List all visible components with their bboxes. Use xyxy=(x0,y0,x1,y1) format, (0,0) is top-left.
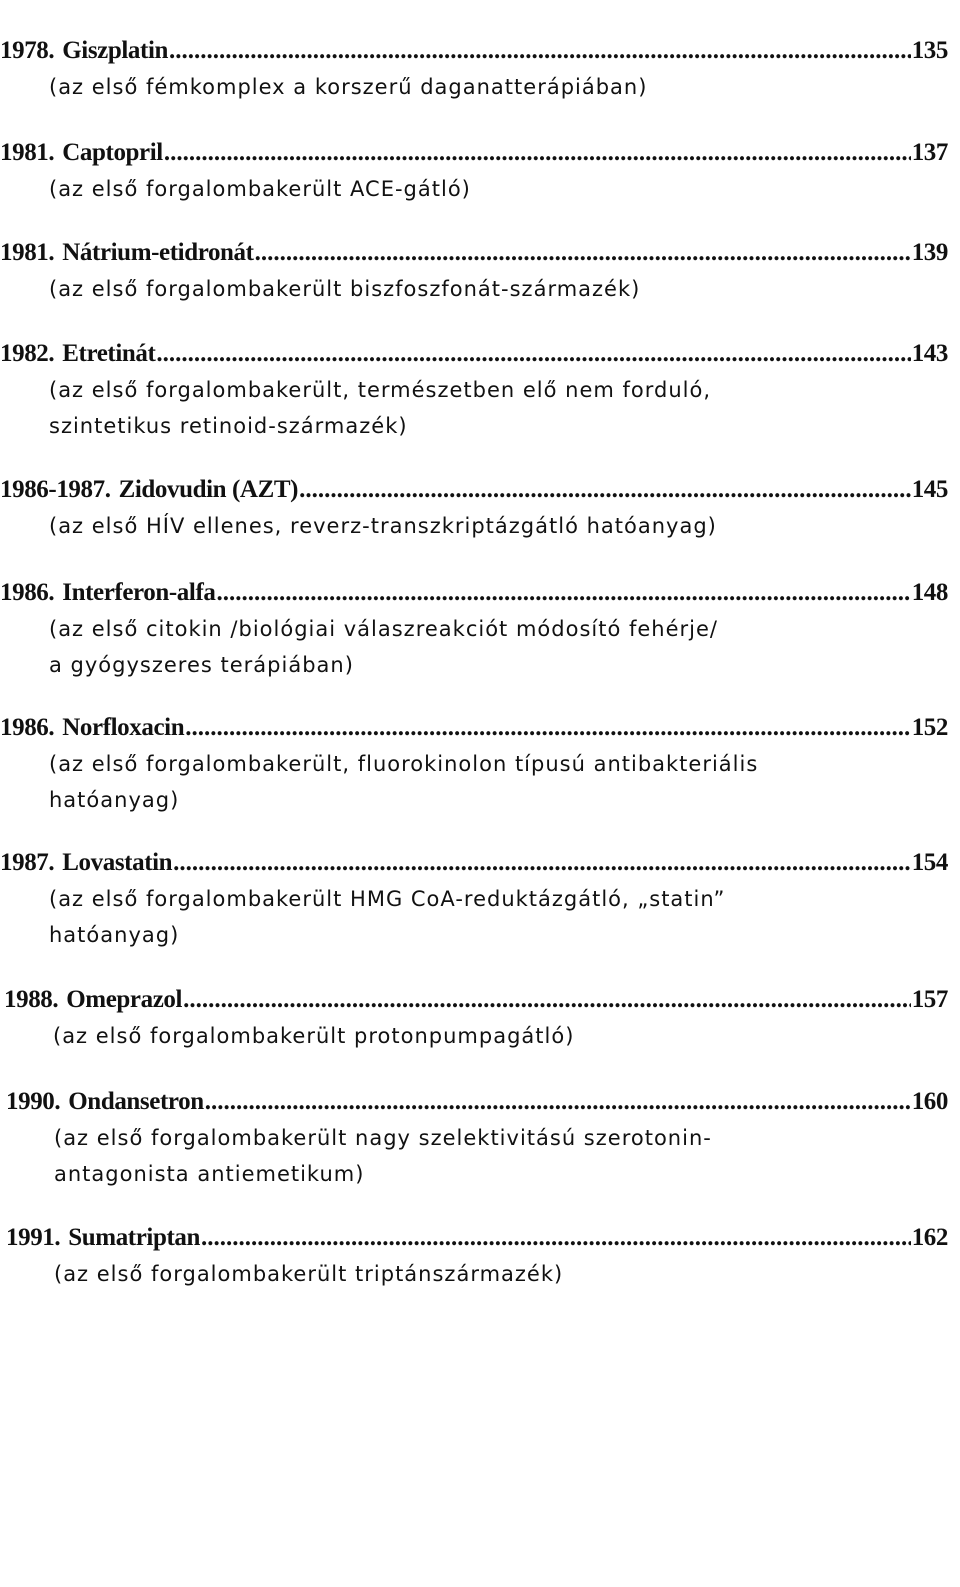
entry-title: Zidovudin (AZT) xyxy=(118,476,299,503)
entry-title: Etretinát xyxy=(62,340,156,367)
dot-leader xyxy=(216,578,910,608)
toc-entry-heading xyxy=(4,985,948,1015)
entry-page-number: 143 xyxy=(911,340,948,367)
dot-leader xyxy=(185,713,910,743)
toc-entry xyxy=(0,238,948,307)
entry-page-number: 152 xyxy=(911,714,948,741)
entry-description xyxy=(49,372,948,444)
entry-title: Sumatriptan xyxy=(68,1224,200,1251)
dot-leader xyxy=(255,238,911,268)
entry-page-number: 162 xyxy=(911,1224,948,1251)
entry-description xyxy=(49,881,948,953)
toc-entry xyxy=(0,475,948,544)
entry-description-line: (az első forgalombakerült biszfoszfonát-származék) xyxy=(49,277,641,301)
dot-leader xyxy=(169,36,911,66)
entry-description-line: (az első forgalombakerült, fluorokinolon típusú antibakteriális xyxy=(49,752,759,776)
entry-description xyxy=(49,611,948,683)
entry-description-line: (az első forgalombakerült protonpumpagátló) xyxy=(53,1024,575,1048)
entry-title: Interferon-alfa xyxy=(62,579,216,606)
entry-year: 1987. xyxy=(0,849,55,876)
toc-entry xyxy=(0,339,948,444)
entry-title: Ondansetron xyxy=(68,1088,204,1115)
toc-entry-heading xyxy=(0,339,948,369)
entry-description-line: (az első forgalombakerült triptánszármazék) xyxy=(54,1262,564,1286)
entry-page-number: 139 xyxy=(911,239,948,266)
dot-leader xyxy=(205,1087,911,1117)
toc-entry xyxy=(0,848,948,953)
toc-entry xyxy=(0,713,948,818)
entry-year: 1990. xyxy=(6,1088,61,1115)
dot-leader xyxy=(156,339,910,369)
entry-year: 1986-1987. xyxy=(0,476,111,503)
entry-description xyxy=(49,271,948,307)
entry-year: 1986. xyxy=(0,714,55,741)
dot-leader xyxy=(164,138,911,168)
toc-entry xyxy=(0,36,948,105)
entry-description-line: hatóanyag) xyxy=(49,788,180,812)
entry-title: Nátrium-etidronát xyxy=(62,239,254,266)
entry-year: 1986. xyxy=(0,579,55,606)
entry-title: Giszplatin xyxy=(62,37,169,64)
toc-entry xyxy=(6,1087,948,1192)
entry-description-line: hatóanyag) xyxy=(49,923,180,947)
entry-page-number: 148 xyxy=(911,579,948,606)
toc-entry-heading xyxy=(0,138,948,168)
entry-year: 1981. xyxy=(0,139,55,166)
entry-page-number: 154 xyxy=(911,849,948,876)
entry-year: 1981. xyxy=(0,239,55,266)
entry-description-line: (az első HÍV ellenes, reverz-transzkriptázgátló hatóanyag) xyxy=(49,514,717,538)
entry-description-line: szintetikus retinoid-származék) xyxy=(49,414,408,438)
toc-entry-heading xyxy=(6,1223,948,1253)
toc-entry-heading xyxy=(0,475,948,505)
entry-page-number: 137 xyxy=(911,139,948,166)
entry-description-line: (az első forgalombakerült nagy szelektivitású szerotonin- xyxy=(54,1126,712,1150)
entry-description xyxy=(53,1018,948,1054)
entry-description xyxy=(54,1120,948,1192)
entry-page-number: 157 xyxy=(911,986,948,1013)
entry-year: 1988. xyxy=(4,986,59,1013)
entry-description-line: a gyógyszeres terápiában) xyxy=(49,653,354,677)
entry-title: Norfloxacin xyxy=(62,714,185,741)
toc-entry-heading xyxy=(0,848,948,878)
entry-description-line: (az első forgalombakerült, természetben elő nem forduló, xyxy=(49,378,712,402)
toc-entry-heading xyxy=(0,578,948,608)
entry-description xyxy=(49,746,948,818)
entry-page-number: 145 xyxy=(911,476,948,503)
toc-entry xyxy=(6,1223,948,1292)
toc-entry xyxy=(0,138,948,207)
entry-description-line: (az első fémkomplex a korszerű daganatterápiában) xyxy=(49,75,648,99)
entry-description-line: (az első forgalombakerült HMG CoA-reduktázgátló, „statin” xyxy=(49,887,726,911)
entry-year: 1978. xyxy=(0,37,55,64)
entry-description-line: antagonista antiemetikum) xyxy=(54,1162,365,1186)
entry-title: Omeprazol xyxy=(66,986,183,1013)
entry-description xyxy=(49,69,948,105)
entry-page-number: 135 xyxy=(911,37,948,64)
dot-leader xyxy=(299,475,911,505)
toc-entry xyxy=(4,985,948,1054)
entry-year: 1991. xyxy=(6,1224,61,1251)
entry-description-line: (az első citokin /biológiai válaszreakciót módosító fehérje/ xyxy=(49,617,718,641)
entry-description xyxy=(49,171,948,207)
toc-entry-heading xyxy=(0,36,948,66)
dot-leader xyxy=(173,848,911,878)
entry-title: Captopril xyxy=(62,139,163,166)
entry-description xyxy=(49,508,948,544)
entry-page-number: 160 xyxy=(911,1088,948,1115)
toc-entry-heading xyxy=(0,238,948,268)
dot-leader xyxy=(201,1223,911,1253)
entry-title: Lovastatin xyxy=(62,849,173,876)
toc-entry-heading xyxy=(0,713,948,743)
toc-entry xyxy=(0,578,948,683)
entry-description-line: (az első forgalombakerült ACE-gátló) xyxy=(49,177,471,201)
dot-leader xyxy=(183,985,911,1015)
entry-year: 1982. xyxy=(0,340,55,367)
entry-description xyxy=(54,1256,948,1292)
toc-entry-heading xyxy=(6,1087,948,1117)
